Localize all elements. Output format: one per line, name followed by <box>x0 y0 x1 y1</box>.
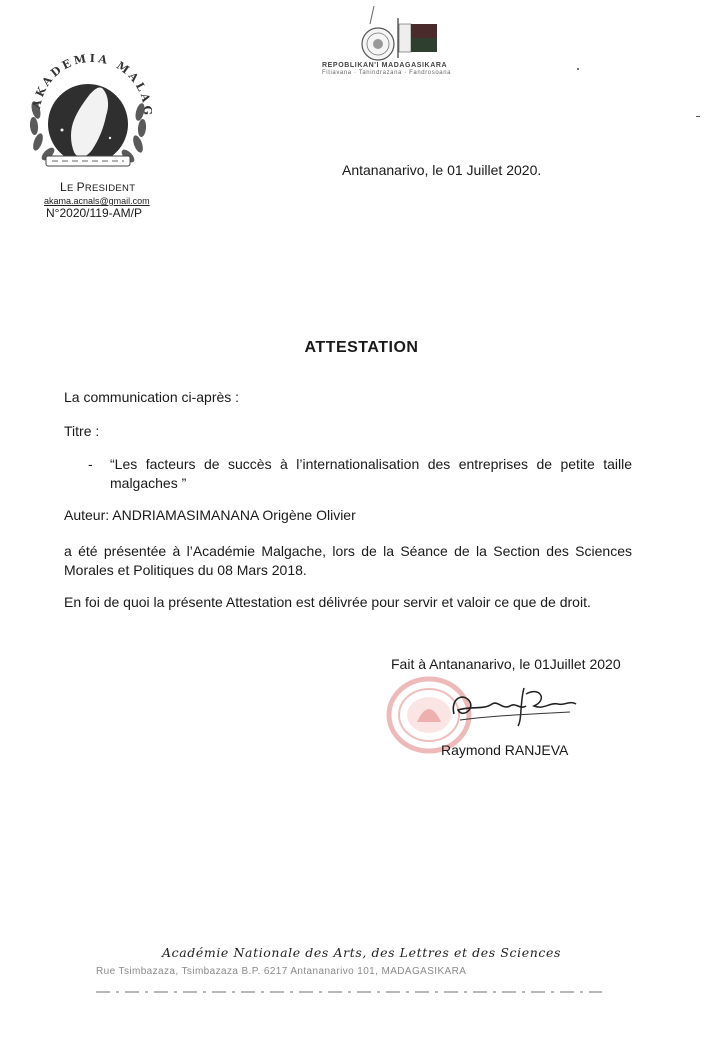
bullet-dash: - <box>88 456 93 472</box>
signature <box>440 680 600 730</box>
footer-faded-line <box>96 982 602 988</box>
svg-text:AKADEMIA MALAGASY: AKADEMIA MALA <box>30 51 152 110</box>
president-email: akama.acnals@gmail.com <box>44 196 150 206</box>
president-title-initial: L <box>60 180 67 194</box>
president-title <box>60 180 135 194</box>
title-label: Titre : <box>64 423 100 439</box>
republic-header <box>322 6 482 76</box>
president-title-part: RESIDENT <box>84 183 136 194</box>
attestation-purpose: En foi de quoi la présente Attestation est délivrée pour servir et valoir ce que de droit. <box>64 594 591 610</box>
intro-text: La communication ci-après : <box>64 389 240 405</box>
presentation-statement: a été présentée à l’Académie Malgache, lors de la Séance de la Section des Sciences Morales et Politiques du 08 Mars 2018. <box>64 543 632 578</box>
done-at-line: Fait à Antananarivo, le 01Juillet 2020 <box>391 656 621 672</box>
footer-address: Rue Tsimbazaza, Tsimbazaza B.P. 6217 Antananarivo 101, MADAGASIKARA <box>96 966 467 977</box>
republic-name: REPOBLIKAN'I MADAGASIKARA <box>322 62 448 69</box>
document-title: ATTESTATION <box>304 339 419 356</box>
signatory-name: Raymond RANJEVA <box>441 742 569 758</box>
republic-emblem-icon <box>322 6 482 62</box>
scan-speck <box>577 68 579 70</box>
footer-academy-name: Académie Nationale des Arts, des Lettres et des Sciences <box>162 945 561 960</box>
handwritten-signature-icon <box>440 680 600 730</box>
president-title-initial: P <box>76 180 85 194</box>
republic-motto: Fitiavana · Tanindrazana · Fandrosoana <box>322 70 452 76</box>
academy-logo <box>22 22 152 172</box>
scan-speck <box>696 116 700 117</box>
academy-malagasy-logo-icon <box>22 22 152 172</box>
reference-number: N°2020/119-AM/P <box>46 206 142 220</box>
place-date: Antananarivo, le 01 Juillet 2020. <box>342 162 542 178</box>
author-line: Auteur: ANDRIAMASIMANANA Origène Olivier <box>64 507 356 523</box>
communication-title: “Les facteurs de succès à l’internationalisation des entreprises de petite taille malgaches ” <box>110 456 632 491</box>
president-title-part: E <box>66 183 77 194</box>
